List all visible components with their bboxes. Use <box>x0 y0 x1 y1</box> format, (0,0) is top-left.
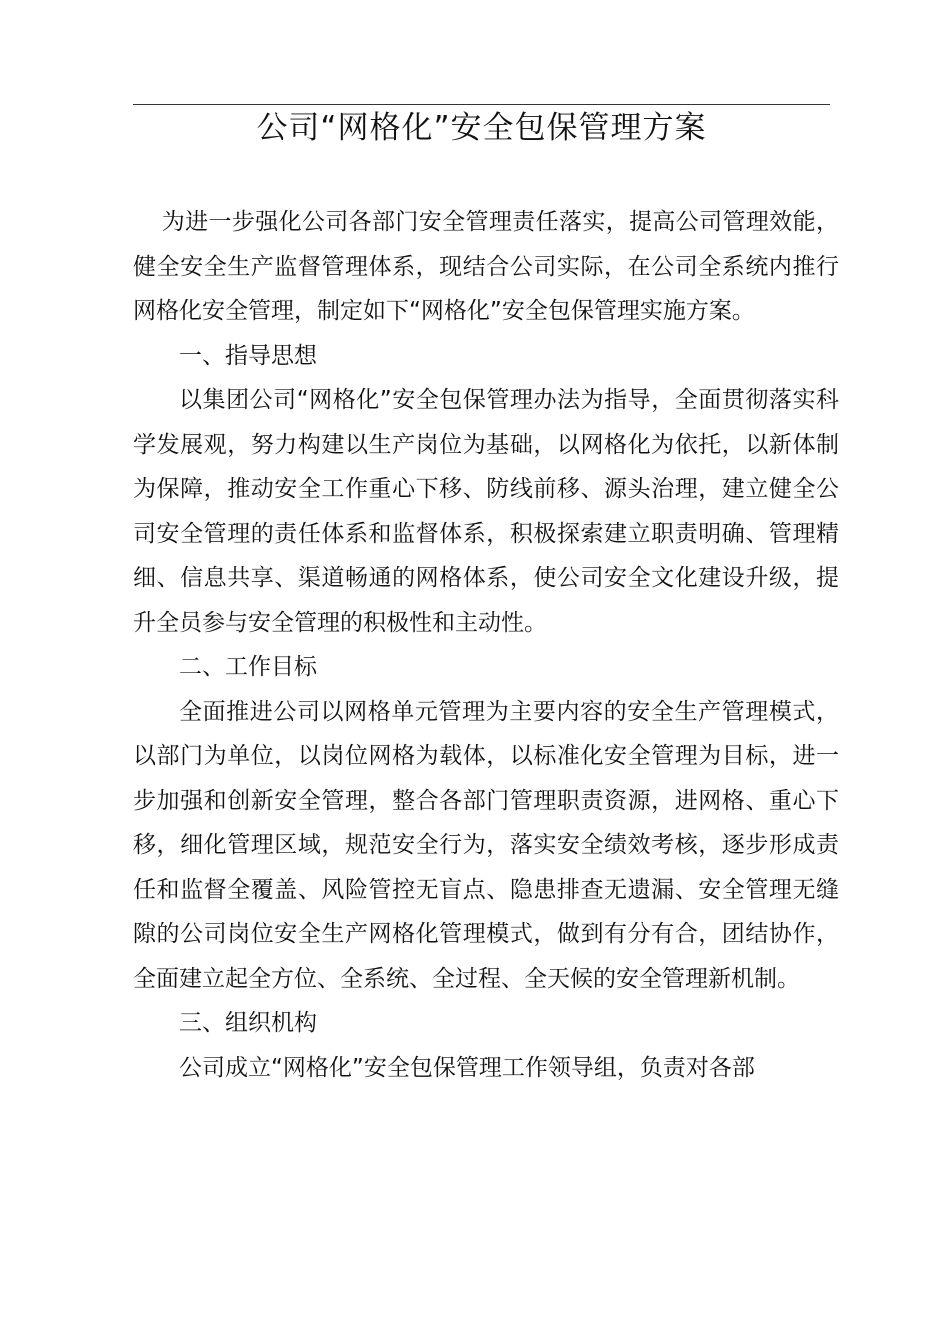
section-body-guiding-ideology: 以集团公司“网格化”安全包保管理办法为指导，全面贯彻落实科学发展观，努力构建以生产岗位为基础，以网格化为依托，以新体制为保障，推动安全工作重心下移、防线前移、源头治理，建立健全公司安全管理的责任体系和监督体系，积极探索建立职责明确、管理精细、信息共享、渠道畅通的网格体系，使公司安全文化建设升级，提升全员参与安全管理的积极性和主动性。 <box>133 387 839 636</box>
section-heading-organization: 三、组织机构 <box>179 1010 317 1036</box>
intro-paragraph: 为进一步强化公司各部门安全管理责任落实，提高公司管理效能，健全安全生产监督管理体系，现结合公司实际，在公司全系统内推行网格化安全管理，制定如下“网格化”安全包保管理实施方案。 <box>133 209 839 324</box>
document-title: 公司“网格化”安全包保管理方案 <box>256 110 707 146</box>
section-heading-work-goals: 二、工作目标 <box>179 654 317 680</box>
section-body-work-goals: 全面推进公司以网格单元管理为主要内容的安全生产管理模式，以部门为单位，以岗位网格为载体，以标准化安全管理为目标，进一步加强和创新安全管理，整合各部门管理职责资源，进网格、重心下移，细化管理区域，规范安全行为，落实安全绩效考核，逐步形成责任和监督全覆盖、风险管控无盲点、隐患排查无遗漏、安全管理无缝隙的公司岗位安全生产网格化管理模式，做到有分有合，团结协作，全面建立起全方位、全系统、全过程、全天候的安全管理新机制。 <box>133 698 839 992</box>
section-heading-guiding-ideology: 一、指导思想 <box>179 342 317 369</box>
section-body-organization: 公司成立“网格化”安全包保管理工作领导组，负责对各部 <box>179 1054 755 1081</box>
header-rule <box>133 104 830 105</box>
document-body <box>133 200 839 1090</box>
